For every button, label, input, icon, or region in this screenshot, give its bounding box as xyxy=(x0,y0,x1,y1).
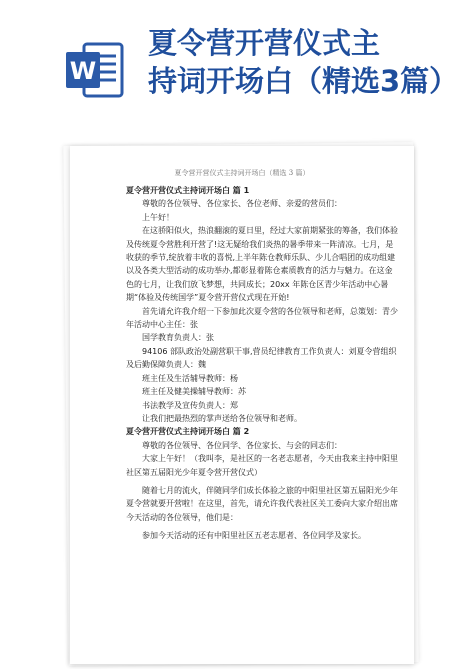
section-heading: 夏令营开营仪式主持词开场白 篇 1 xyxy=(126,186,250,195)
paragraph: 尊敬的各位领导、各位同学、各位家长、与会的同志们： xyxy=(142,440,342,450)
paragraph: 94106 部队政治处副营职干事,营员纪律教育工作负责人：刘夏令营组织及后勤保障负责人：魏 xyxy=(126,346,397,370)
paragraph: 让我们把最热烈的掌声送给各位领导和老师。 xyxy=(142,413,302,423)
section-heading: 夏令营开营仪式主持词开场白 篇 2 xyxy=(126,427,250,437)
page-header xyxy=(0,0,474,140)
word-icon-letter: W xyxy=(69,57,97,85)
word-document-icon xyxy=(62,38,126,102)
document-body xyxy=(126,184,398,543)
document-page xyxy=(70,146,414,664)
paragraph: 书法教学及宣传负责人：郑 xyxy=(142,400,238,410)
paragraph: 上午好！ xyxy=(142,212,174,222)
paragraph: 班主任及生活辅导教师：杨 xyxy=(142,373,238,383)
paragraph: 参加今天活动的还有中阳里社区五老志愿者、各位同学及家长。 xyxy=(142,531,366,541)
paragraph: 尊敬的各位领导、各位家长、各位老师、亲爱的营员们： xyxy=(142,199,342,209)
paragraph: 班主任及健美操辅导教师：苏 xyxy=(142,387,246,397)
paragraph: 大家上午好！（我叫李，是社区的一名老志愿者，今天由我来主持中阳里社区第五届阳光少年夏令营开营仪式） xyxy=(126,454,398,477)
paragraph: 首先请允许我介绍一下参加此次夏令营的各位领导和老师，总策划：青少年活动中心主任：张 xyxy=(126,306,398,330)
paragraph: 国学教育负责人：张 xyxy=(142,333,214,343)
page-title xyxy=(148,24,468,100)
paragraph: 随着七月的流火，伴随同学们成长体验之旅的中阳里社区第五届阳光少年夏令营就要开营啦！在这里，首先，请允许我代表社区关工委向大家介绍出席今天活动的各位领导，他们是： xyxy=(126,485,398,522)
running-header: 夏令营开营仪式主持词开场白（精选 3 篇） xyxy=(174,169,310,177)
title-line-2: 持词开场白（精选3篇） xyxy=(148,64,459,98)
title-line-1: 夏令营开营仪式主 xyxy=(148,26,381,60)
paragraph: 在这骄阳似火，热浪翻滚的夏日里，经过大家前期紧张的筹备，我们体验及传统夏令营胜利开营了!这无疑给我们炎热的暑季带来一阵清凉。七月，是收获的季节,绽放着丰收的喜悦,上半年陈仓教师乐队、少儿合唱团的成功组建以及各类大型活动的成功举办,都彰显着陈仓素质教育的活力与魅力。在这金色的七月，让我们放飞梦想，共同成长；20xx 年陈仓区青少年活动中心暑期“体验及传统国学”夏令营开营仪式现在开始! xyxy=(126,226,398,303)
